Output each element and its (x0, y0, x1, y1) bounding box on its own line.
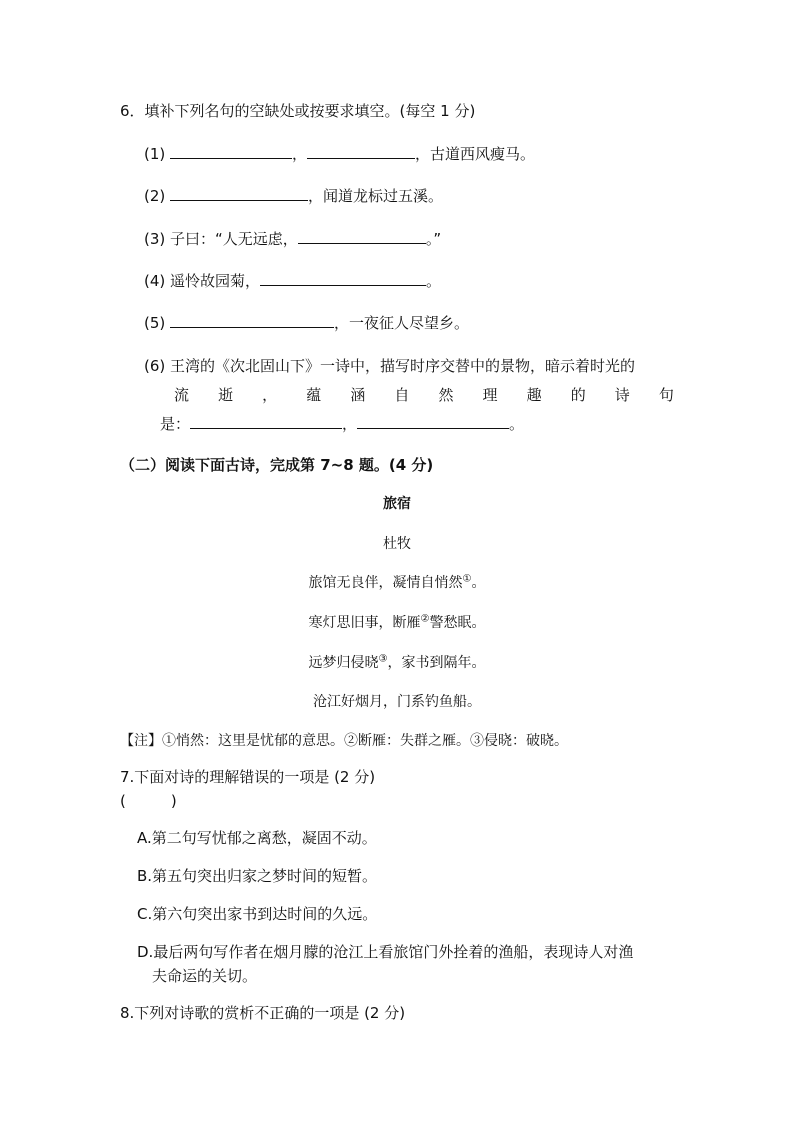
question-6-item-2 (144, 186, 443, 206)
char: 然 (438, 386, 454, 404)
separator: ， (292, 145, 308, 163)
char: 趣 (526, 386, 542, 404)
char: 句 (658, 386, 674, 404)
question-6-item-6-line-3 (160, 414, 524, 434)
option-a[interactable]: A.第二句写忧郁之离愁，凝固不动。 (137, 829, 377, 847)
poem-text: 。 (471, 575, 486, 591)
answer-parentheses[interactable]: ( ) (120, 792, 177, 810)
question-6-stem: 6．填补下列名句的空缺处或按要求填空。(每空 1 分) (120, 102, 476, 120)
option-d-continued: 夫命运的关切。 (152, 967, 258, 985)
char: 逝 (218, 386, 234, 404)
option-b[interactable]: B.第五句突出归家之梦时间的短暂。 (137, 867, 378, 885)
poem-line-2 (0, 613, 794, 633)
answer-blank[interactable] (170, 186, 308, 201)
section-heading: （二）阅读下面古诗，完成第 7~8 题。(4 分) (120, 456, 434, 474)
answer-blank[interactable] (170, 144, 292, 159)
item-tail: 。 (509, 415, 525, 433)
item-number: (4) (144, 272, 166, 290)
option-c[interactable]: C.第六句突出家书到达时间的久远。 (137, 905, 378, 923)
separator: ， (342, 415, 358, 433)
char: ， (262, 386, 278, 404)
question-6-item-4 (144, 271, 441, 291)
question-7-stem: 7.下面对诗的理解错误的一项是 (2 分) (120, 768, 376, 786)
poem-text: 旅馆无良伴，凝情自悄然 (308, 575, 463, 591)
poem-text: 寒灯思旧事，断雁 (308, 615, 421, 631)
answer-blank[interactable] (190, 414, 342, 429)
question-6-item-5 (144, 313, 469, 333)
item-tail: 。 (426, 272, 442, 290)
item-number: (1) (144, 145, 166, 163)
char: 流 (174, 386, 190, 404)
question-6-item-1 (144, 144, 535, 164)
char: 蕴 (306, 386, 322, 404)
poem-author: 杜牧 (383, 536, 411, 552)
poem-note: 【注】①悄然：这里是忧郁的意思。②断雁：失群之雁。③侵晓：破晓。 (120, 733, 568, 749)
item-number: (3) (144, 230, 166, 248)
poem-line-3 (0, 653, 794, 673)
item-head: 遥怜故园菊， (170, 272, 261, 290)
item-tail: ，闻道龙标过五溪。 (308, 187, 444, 205)
option-d[interactable]: D.最后两句写作者在烟月朦的沧江上看旅馆门外拴着的渔船，表现诗人对渔 (137, 943, 634, 961)
answer-blank[interactable] (170, 313, 334, 328)
item-tail: ，古道西风瘦马。 (415, 145, 536, 163)
answer-blank[interactable] (307, 144, 415, 159)
poem-line-4: 沧江好烟月，门系钓鱼船。 (313, 694, 481, 710)
item-text: 王湾的《次北固山下》一诗中，描写时序交替中的景物，暗示着时光的 (170, 357, 636, 375)
item-number: (2) (144, 187, 166, 205)
footnote-marker: ② (420, 613, 430, 625)
char: 涵 (350, 386, 366, 404)
item-head: 是： (160, 415, 191, 433)
item-number: (5) (144, 314, 166, 332)
answer-blank[interactable] (298, 229, 426, 244)
answer-blank[interactable] (260, 271, 426, 286)
char: 理 (482, 386, 498, 404)
item-tail: ，一夜征人尽望乡。 (334, 314, 470, 332)
question-8-stem: 8.下列对诗歌的赏析不正确的一项是 (2 分) (120, 1004, 406, 1022)
item-head: 子曰：“人无远虑， (170, 230, 298, 248)
poem-text: 警愁眠。 (429, 615, 486, 631)
char: 诗 (614, 386, 630, 404)
answer-blank[interactable] (357, 414, 509, 429)
poem-line-1 (0, 573, 794, 593)
question-6-item-6 (144, 356, 635, 376)
poem-text: 远梦归侵晓 (308, 655, 379, 671)
question-6-item-3 (144, 229, 441, 249)
char: 的 (570, 386, 586, 404)
item-tail: 。” (425, 230, 442, 248)
item-number: (6) (144, 357, 166, 375)
char: 自 (394, 386, 410, 404)
question-6-item-6-line-2 (174, 385, 674, 405)
poem-title: 旅宿 (383, 496, 411, 512)
footnote-marker: ③ (378, 653, 388, 665)
footnote-marker: ① (462, 573, 472, 585)
poem-text: ，家书到隔年。 (387, 655, 486, 671)
